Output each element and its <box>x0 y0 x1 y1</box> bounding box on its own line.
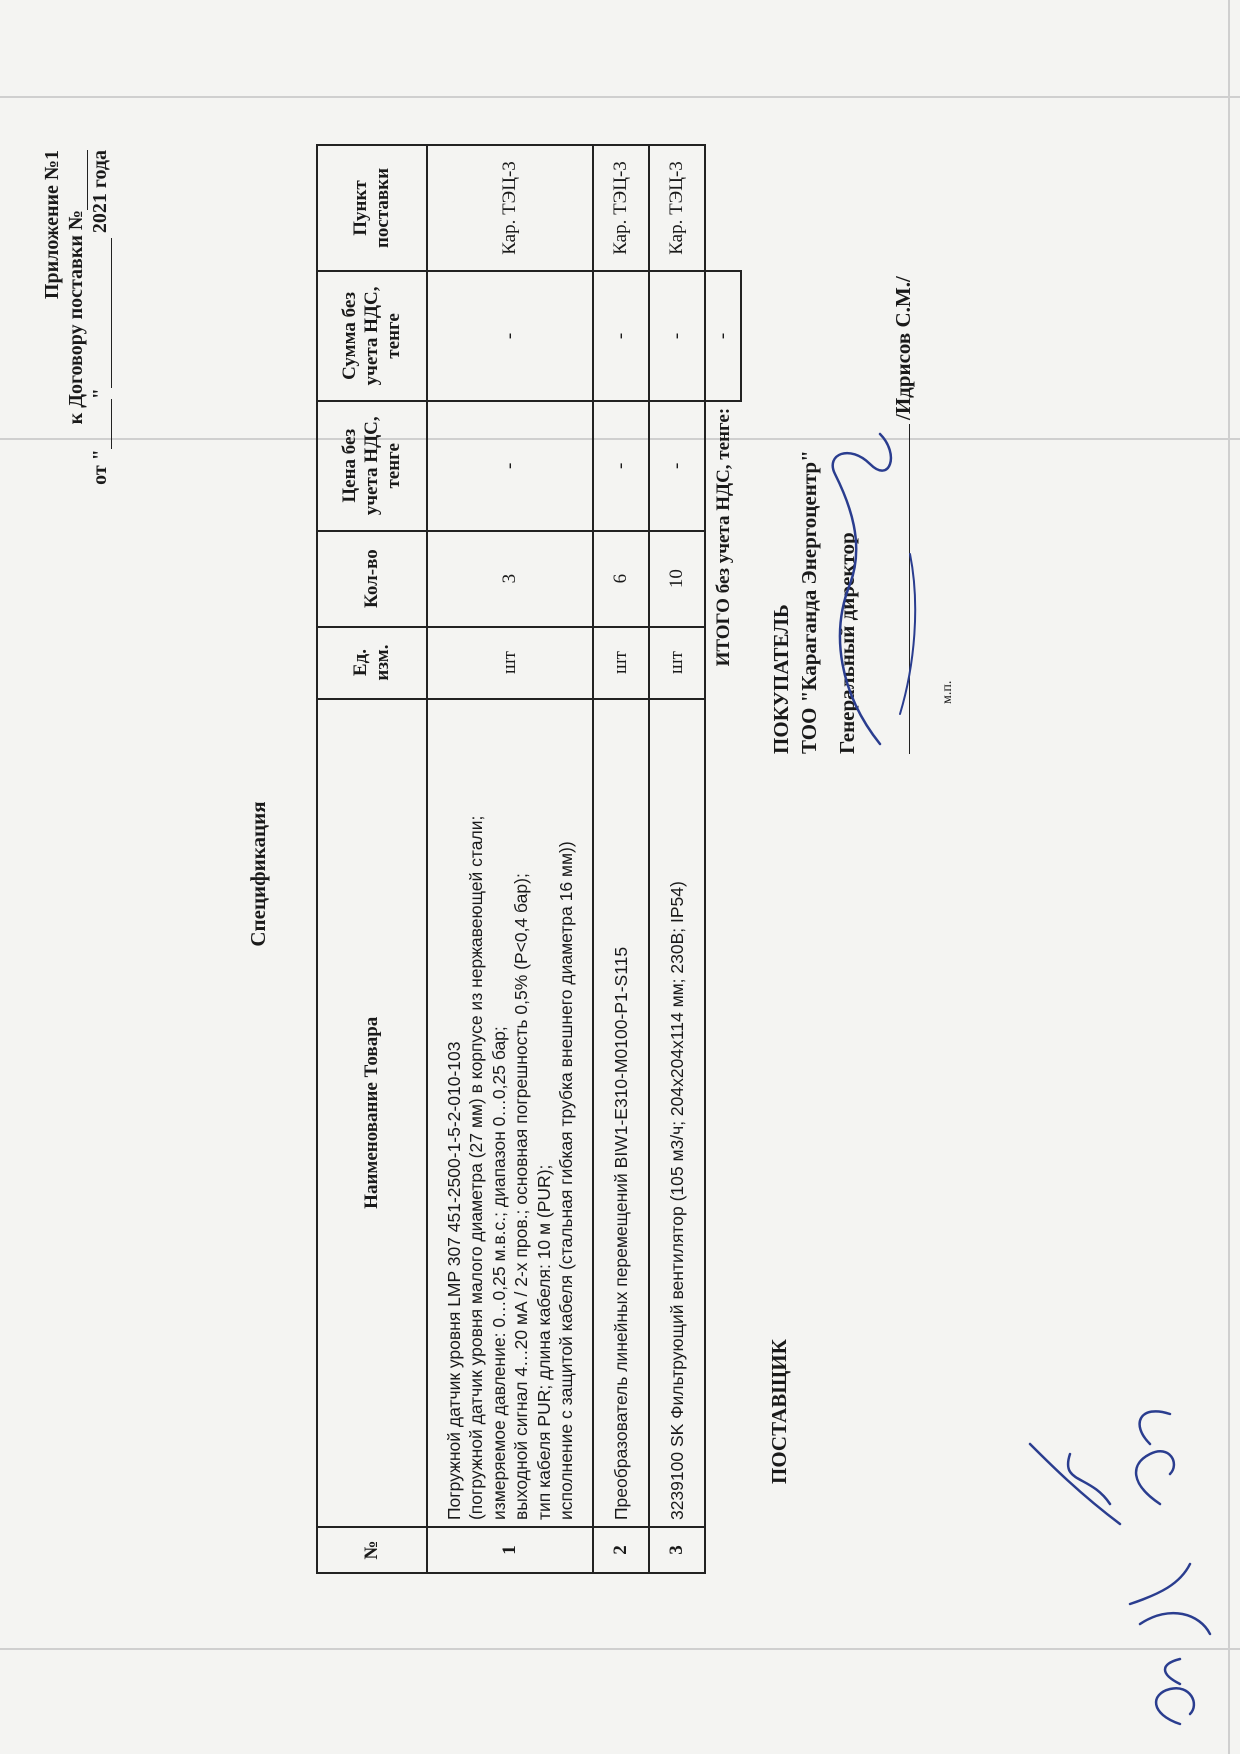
document-title: Спецификация <box>246 801 270 947</box>
day-blank <box>111 399 112 449</box>
buyer-name: /Идрисов С.М./ <box>891 276 915 420</box>
column-header: Сумма без учета НДС, тенге <box>317 271 427 401</box>
stamp-place-label: м.п. <box>940 680 955 704</box>
buyer-signature-icon <box>820 414 930 754</box>
initials-signature-icon <box>1020 1424 1140 1544</box>
item-delivery: Кар. ТЭЦ-3 <box>427 145 593 271</box>
month-blank <box>111 238 112 388</box>
item-sum: - <box>649 271 705 401</box>
item-qty: 3 <box>427 531 593 627</box>
row-number: 1 <box>427 1527 593 1573</box>
specification-table <box>316 144 742 1574</box>
date-line: от "" 2021 года <box>89 150 111 485</box>
item-sum: - <box>593 271 649 401</box>
item-unit: шт <box>593 627 649 699</box>
column-header: Кол-во <box>317 531 427 627</box>
item-unit: шт <box>649 627 705 699</box>
item-price: - <box>593 401 649 531</box>
buyer-company: ТОО "Караганда Энергоцентр" <box>797 450 821 754</box>
column-header: Пункт поставки <box>317 145 427 271</box>
column-header: Наименование Товара <box>317 699 427 1528</box>
total-value: - <box>705 271 741 401</box>
total-row <box>705 145 741 1573</box>
item-unit: шт <box>427 627 593 699</box>
item-qty: 6 <box>593 531 649 627</box>
item-price: - <box>649 401 705 531</box>
table-row <box>649 145 705 1573</box>
item-sum: - <box>427 271 593 401</box>
table-row <box>427 145 593 1573</box>
table-header-row <box>317 145 427 1573</box>
row-number: 2 <box>593 1527 649 1573</box>
item-qty: 10 <box>649 531 705 627</box>
supplier-label: ПОСТАВЩИК <box>767 1339 791 1484</box>
item-name: Погружной датчик уровня LMP 307 451-2500-1-5-2-010-103 (погружной датчик уровня малого диаметра (27 мм) в корпусе из нержавеющей стали; измеряемое давление: 0…0,25 м.в.с.; диапазон 0…0,25 бар; выходной сигнал 4…20 мА / 2-х пров.; основная погрешность 0,5% (P<0,4 бар); тип кабеля PUR; длина кабеля: 10 м (PUR); исполнение с защитой кабеля (стальная гибкая трубка внешнего диаметра 16 мм)) <box>427 699 593 1528</box>
item-delivery: Кар. ТЭЦ-3 <box>593 145 649 271</box>
total-label: ИТОГО без учета НДС, тенге: <box>712 407 734 667</box>
contract-line: к Договору поставки № <box>64 150 88 485</box>
item-name: Преобразователь линейных перемещений BIW1-E310-M0100-P1-S115 <box>593 699 649 1528</box>
appendix-header <box>40 150 112 485</box>
column-header: № <box>317 1527 427 1573</box>
table-row <box>593 145 649 1573</box>
column-header: Цена без учета НДС, тенге <box>317 401 427 531</box>
item-name: 3239100 SK Фильтрующий вентилятор (105 м3/ч; 204x204x114 мм; 230В; IP54) <box>649 699 705 1528</box>
buyer-position: Генеральный директор <box>835 532 859 754</box>
row-number: 3 <box>649 1527 705 1573</box>
appendix-title: Приложение №1 <box>41 150 63 300</box>
item-price: - <box>427 401 593 531</box>
buyer-label: ПОКУПАТЕЛЬ <box>769 604 793 754</box>
item-delivery: Кар. ТЭЦ-3 <box>649 145 705 271</box>
column-header: Ед. изм. <box>317 627 427 699</box>
